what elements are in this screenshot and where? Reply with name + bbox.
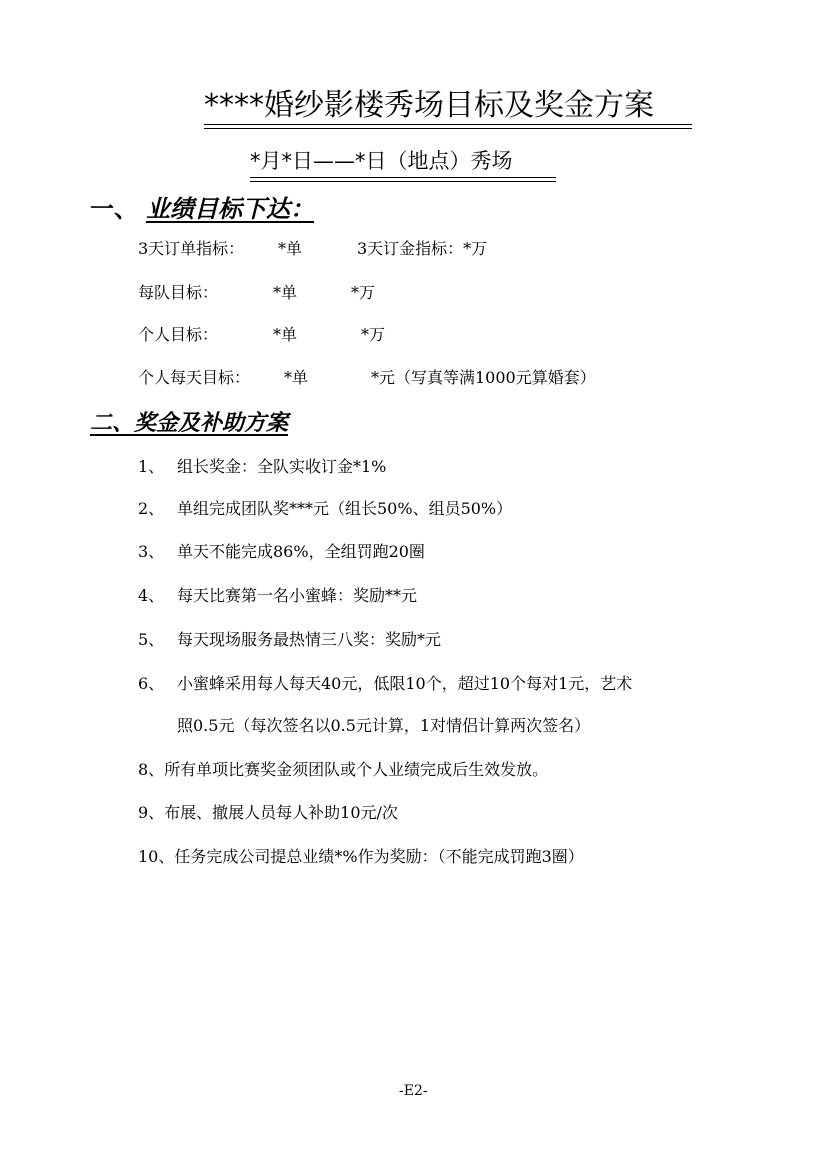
page-number: -E2-: [399, 1083, 428, 1099]
list-item: 单组完成团队奖***元（组长50%、组员50%）: [177, 499, 513, 518]
subtitle-underline: [250, 177, 556, 178]
target-row-value: *单: [278, 239, 303, 258]
section2-heading: 二、奖金及补助方案: [90, 411, 289, 436]
target-row-label: 3天订单指标：: [138, 239, 245, 258]
list-item: 9、布展、撤展人员每人补助10元/次: [138, 803, 398, 822]
target-row-value: *单: [273, 325, 298, 344]
list-item-number: 4、: [138, 586, 165, 605]
list-item: 小蜜蜂采用每人每天40元，低限10个，超过10个每对1元，艺术: [177, 674, 633, 693]
document-subtitle: *月*日——*日（地点）秀场: [250, 149, 513, 173]
document-title: ****婚纱影楼秀场目标及奖金方案: [204, 88, 654, 123]
list-item-number: 6、: [138, 674, 165, 693]
list-item-number: 5、: [138, 630, 165, 649]
section1-number: 一、: [90, 195, 138, 223]
title-underline: [204, 124, 692, 125]
target-row-label: 每队目标：: [138, 283, 219, 302]
target-row-value: 3天订金指标：*万: [357, 239, 488, 258]
list-item-number: 2、: [138, 499, 165, 518]
section1-heading: 业绩目标下达：: [146, 195, 314, 223]
target-row-label: 个人目标：: [138, 325, 219, 344]
target-row-value: *元（写真等满1000元算婚套）: [371, 368, 596, 387]
target-row-value: *万: [351, 283, 376, 302]
list-item-number: 3、: [138, 542, 165, 561]
list-item-number: 1、: [138, 457, 165, 476]
list-item: 10、任务完成公司提总业绩*%作为奖励：（不能完成罚跑3圈）: [138, 847, 584, 866]
target-row-value: *万: [361, 325, 386, 344]
target-row-value: *单: [284, 368, 309, 387]
subtitle-underline-second: [250, 181, 556, 182]
list-item-continuation: 照0.5元（每次签名以0.5元计算，1对情侣计算两次签名）: [177, 716, 591, 735]
target-row-value: *单: [273, 283, 298, 302]
target-row-label: 个人每天目标：: [138, 368, 251, 387]
list-item: 每天比赛第一名小蜜蜂：奖励**元: [177, 586, 418, 605]
list-item: 组长奖金：全队实收订金*1%: [177, 457, 387, 476]
list-item: 8、所有单项比赛奖金须团队或个人业绩完成后生效发放。: [138, 760, 549, 779]
title-underline-second: [204, 128, 692, 129]
list-item: 单天不能完成86%，全组罚跑20圈: [177, 542, 425, 561]
list-item: 每天现场服务最热情三八奖：奖励*元: [177, 630, 442, 649]
